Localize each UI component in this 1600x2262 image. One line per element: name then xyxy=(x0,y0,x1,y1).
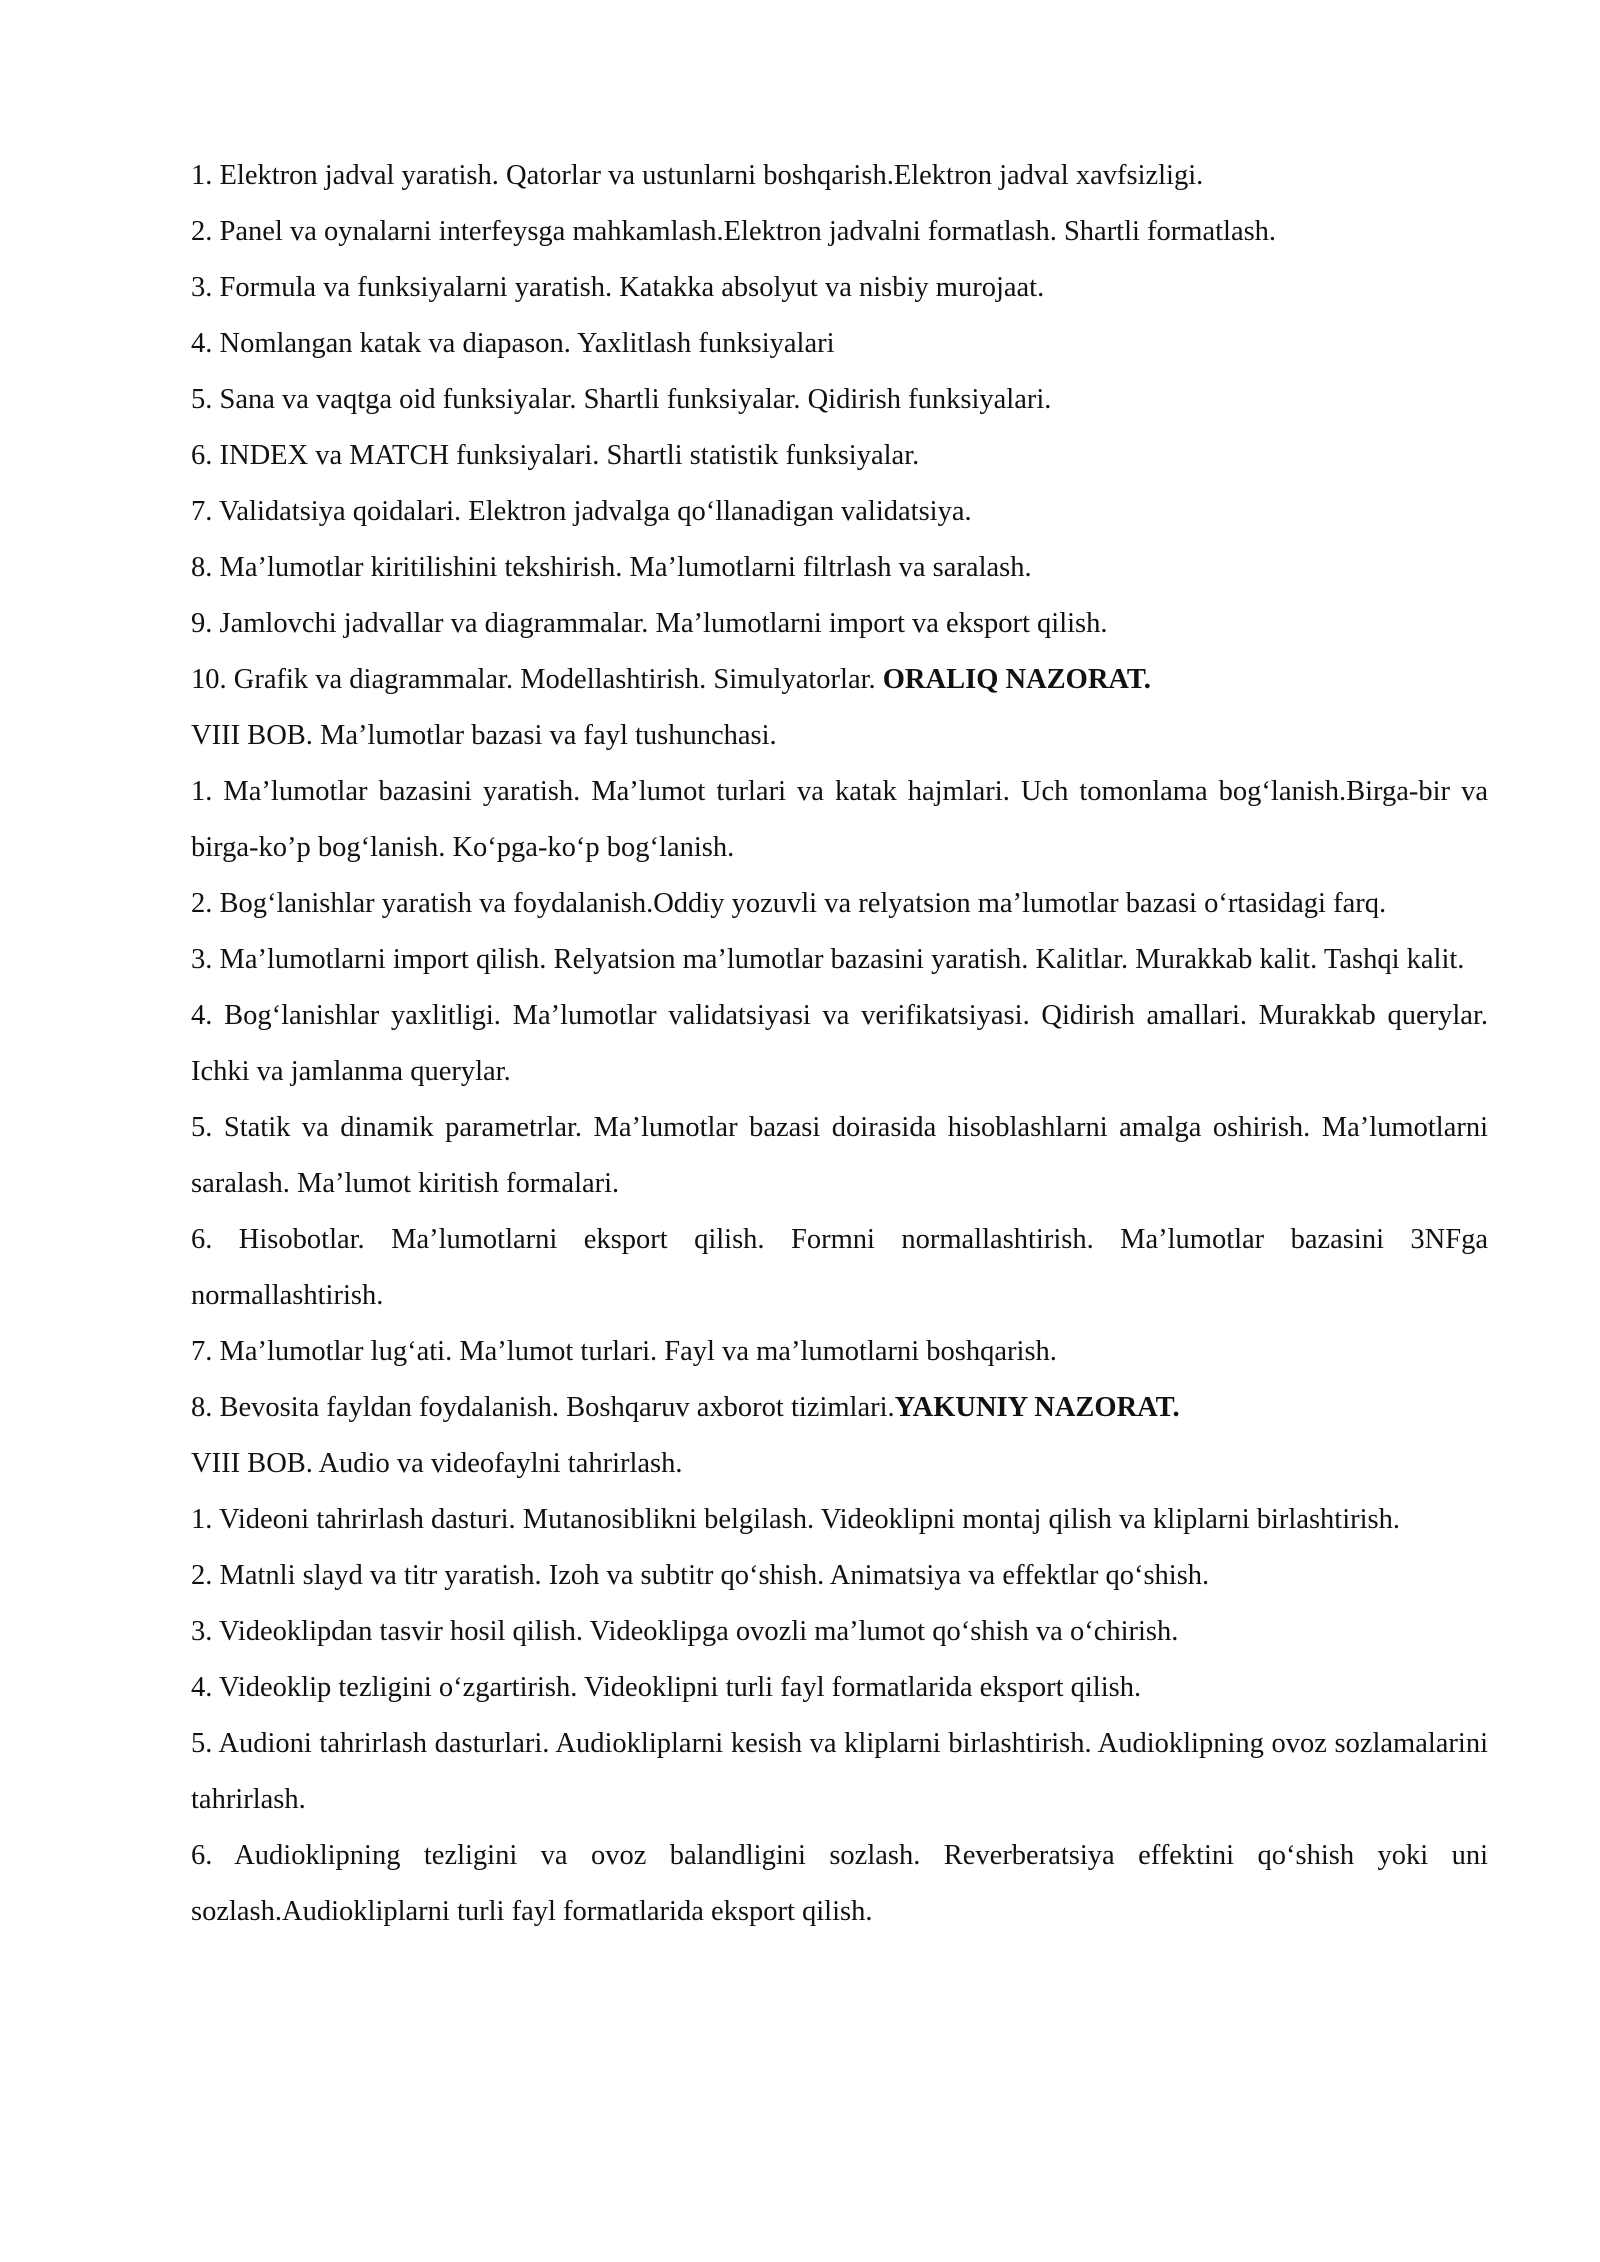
list-item-s2-3: 3. Ma’lumotlarni import qilish. Relyatsion ma’lumotlar bazasini yaratish. Kalitlar. Murakkab kalit. Tashqi kalit. xyxy=(191,944,1465,975)
list-item-s3-6: 6. Audioklipning tezligini va ovoz balandligini sozlash. Reverberatsiya effektini qo‘shish yoki uni sozlash.Audiokliplarni turli fayl formatlarida eksport qilish. xyxy=(191,1840,1488,1927)
list-item-s3-3: 3. Videoklipdan tasvir hosil qilish. Videoklipga ovozli ma’lumot qo‘shish va o‘chirish. xyxy=(191,1616,1179,1647)
list-item-s2-4: 4. Bog‘lanishlar yaxlitligi. Ma’lumotlar validatsiyasi va verifikatsiyasi. Qidirish amallari. Murakkab querylar. Ichki va jamlanma querylar. xyxy=(191,1000,1488,1087)
list-item-s3-4: 4. Videoklip tezligini o‘zgartirish. Videoklipni turli fayl formatlarida eksport qilish. xyxy=(191,1672,1142,1703)
list-item-s1-10-text: 10. Grafik va diagrammalar. Modellashtirish. Simulyatorlar. xyxy=(191,664,883,695)
list-item-s3-1: 1. Videoni tahrirlash dasturi. Mutanosiblikni belgilash. Videoklipni montaj qilish va kliplarni birlashtirish. xyxy=(191,1504,1401,1535)
list-item-s1-5: 5. Sana va vaqtga oid funksiyalar. Shartli funksiyalar. Qidirish funksiyalari. xyxy=(191,384,1052,415)
list-item-s1-1: 1. Elektron jadval yaratish. Qatorlar va ustunlarni boshqarish.Elektron jadval xavfsizligi. xyxy=(191,160,1204,191)
list-item-s1-10 xyxy=(191,652,1488,708)
list-item-s1-6: 6. INDEX va MATCH funksiyalari. Shartli statistik funksiyalar. xyxy=(191,440,920,471)
list-item-s2-1: 1. Ma’lumotlar bazasini yaratish. Ma’lumot turlari va katak hajmlari. Uch tomonlama bog‘lanish.Birga-bir va birga-ko’p bog‘lanish. Ko‘pga-ko‘p bog‘lanish. xyxy=(191,776,1488,863)
document-page xyxy=(191,148,1488,1940)
list-item-s1-9: 9. Jamlovchi jadvallar va diagrammalar. Ma’lumotlarni import va eksport qilish. xyxy=(191,608,1108,639)
control-label-yakuniy: YAKUNIY NAZORAT. xyxy=(894,1392,1180,1423)
list-item-s1-2: 2. Panel va oynalarni interfeysga mahkamlash.Elektron jadvalni formatlash. Shartli formatlash. xyxy=(191,216,1277,247)
list-item-s2-7: 7. Ma’lumotlar lug‘ati. Ma’lumot turlari. Fayl va ma’lumotlarni boshqarish. xyxy=(191,1336,1057,1367)
section-heading-databases: VIII BOB. Ma’lumotlar bazasi va fayl tushunchasi. xyxy=(191,720,777,751)
list-item-s2-6: 6. Hisobotlar. Ma’lumotlarni eksport qilish. Formni normallashtirish. Ma’lumotlar bazasini 3NFga normallashtirish. xyxy=(191,1224,1488,1311)
list-item-s3-5: 5. Audioni tahrirlash dasturlari. Audiokliplarni kesish va kliplarni birlashtirish. Audioklipning ovoz sozlamalarini tahrirlash. xyxy=(191,1728,1488,1815)
list-item-s1-3: 3. Formula va funksiyalarni yaratish. Katakka absolyut va nisbiy murojaat. xyxy=(191,272,1045,303)
list-item-s1-8: 8. Ma’lumotlar kiritilishini tekshirish. Ma’lumotlarni filtrlash va saralash. xyxy=(191,552,1032,583)
control-label-oraliq: ORALIQ NAZORAT. xyxy=(882,664,1151,695)
list-item-s1-7: 7. Validatsiya qoidalari. Elektron jadvalga qo‘llanadigan validatsiya. xyxy=(191,496,972,527)
list-item-s2-2: 2. Bog‘lanishlar yaratish va foydalanish.Oddiy yozuvli va relyatsion ma’lumotlar bazasi o‘rtasidagi farq. xyxy=(191,888,1387,919)
list-item-s1-4: 4. Nomlangan katak va diapason. Yaxlitlash funksiyalari xyxy=(191,328,835,359)
list-item-s2-8 xyxy=(191,1380,1488,1436)
list-item-s3-2: 2. Matnli slayd va titr yaratish. Izoh va subtitr qo‘shish. Animatsiya va effektlar qo‘shish. xyxy=(191,1560,1210,1591)
section-heading-audio-video: VIII BOB. Audio va videofaylni tahrirlash. xyxy=(191,1448,683,1479)
list-item-s2-8-text: 8. Bevosita fayldan foydalanish. Boshqaruv axborot tizimlari. xyxy=(191,1392,895,1423)
list-item-s2-5: 5. Statik va dinamik parametrlar. Ma’lumotlar bazasi doirasida hisoblashlarni amalga oshirish. Ma’lumotlarni saralash. Ma’lumot kiritish formalari. xyxy=(191,1112,1488,1199)
